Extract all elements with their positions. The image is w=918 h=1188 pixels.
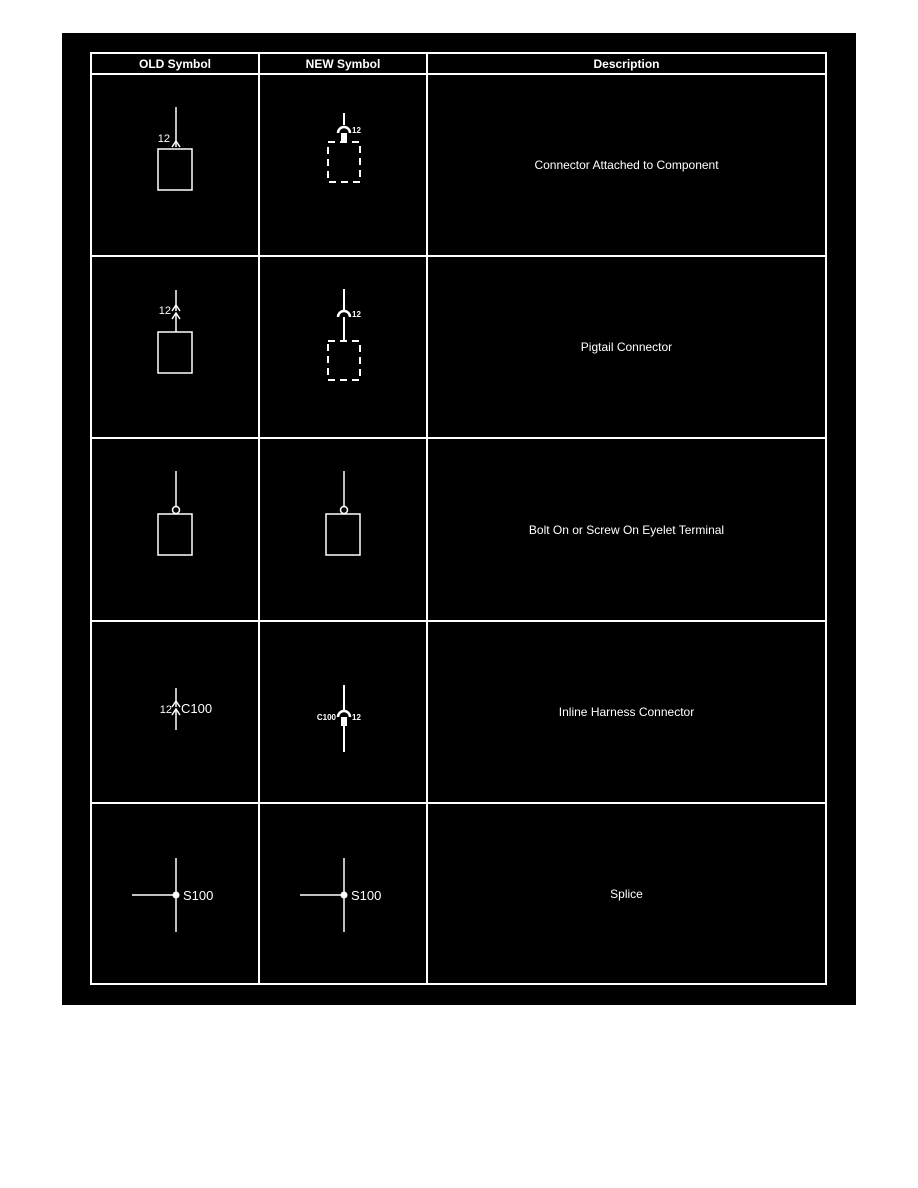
new-connector-attached-pin-label: 12 — [352, 126, 361, 135]
old-pigtail-pin-label: 12 — [158, 305, 171, 317]
old-splice-label: S100 — [183, 888, 214, 903]
new-inline-connector-label: C100 — [316, 713, 336, 722]
old-pigtail-connector-symbol — [92, 257, 258, 437]
new-pigtail-connector-symbol — [260, 257, 426, 437]
new-connector-attached-symbol — [260, 75, 426, 255]
header-old-symbol: OLD Symbol — [138, 57, 211, 71]
old-inline-connector-symbol — [92, 622, 258, 802]
old-connector-attached-pin-label: 12 — [157, 133, 170, 145]
description-pigtail-connector: Pigtail Connector — [580, 340, 673, 354]
new-inline-pin-label: 12 — [352, 713, 361, 722]
description-inline-connector: Inline Harness Connector — [558, 705, 695, 719]
header-description: Description — [593, 57, 660, 71]
new-pigtail-pin-label: 12 — [352, 310, 361, 319]
new-splice-label: S100 — [351, 888, 382, 903]
symbol-table — [90, 52, 827, 985]
description-eyelet-terminal: Bolt On or Screw On Eyelet Terminal — [528, 522, 725, 537]
old-inline-pin-label: 12 — [159, 704, 172, 716]
new-splice-symbol — [260, 804, 426, 983]
old-inline-connector-label: C100 — [181, 701, 213, 716]
description-connector-attached: Connector Attached to Component — [534, 158, 719, 172]
new-inline-connector-symbol — [260, 622, 426, 802]
old-connector-attached-symbol — [92, 75, 258, 255]
symbol-table-panel — [62, 33, 856, 1005]
old-splice-symbol — [92, 804, 258, 983]
old-eyelet-terminal-symbol — [92, 439, 258, 620]
description-splice: Splice — [610, 886, 643, 901]
header-new-symbol: NEW Symbol — [305, 57, 381, 71]
new-eyelet-terminal-symbol — [260, 439, 426, 620]
